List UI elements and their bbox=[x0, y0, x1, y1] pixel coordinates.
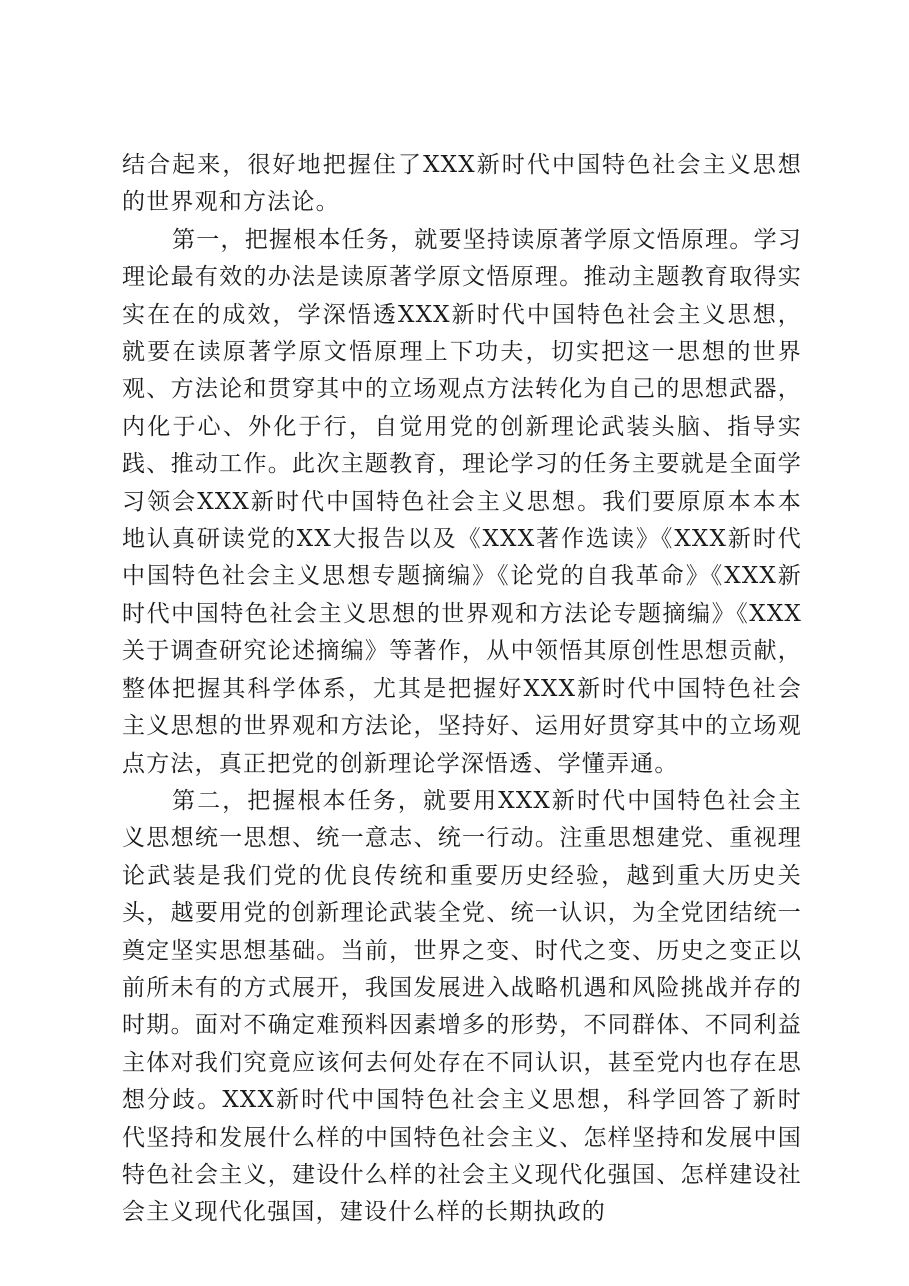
document-body bbox=[122, 147, 802, 1232]
paragraph-second-point: 第二，把握根本任务，就要用XXX新时代中国特色社会主义思想统一思想、统一意志、统一行动。注重思想建党、重视理论武装是我们党的优良传统和重要历史经验，越到重大历史关头，越要用党的创新理论武装全党、统一认识，为全党团结统一奠定坚实思想基础。当前，世界之变、时代之变、历史之变正以前所未有的方式展开，我国发展进入战略机遇和风险挑战并存的时期。面对不确定难预料因素增多的形势，不同群体、不同利益主体对我们究竟应该何去何处存在不同认识，甚至党内也存在思想分歧。XXX新时代中国特色社会主义思想，科学回答了新时代坚持和发展什么样的中国特色社会主义、怎样坚持和发展中国特色社会主义，建设什么样的社会主义现代化强国、怎样建设社会主义现代化强国，建设什么样的长期执政的 bbox=[122, 787, 802, 1226]
paragraph-first-point: 第一，把握根本任务，就要坚持读原著学原文悟原理。学习理论最有效的办法是读原著学原文悟原理。推动主题教育取得实实在在的成效，学深悟透XXX新时代中国特色社会主义思想，就要在读原著学原文悟原理上下功夫，切实把这一思想的世界观、方法论和贯穿其中的立场观点方法转化为自己的思想武器，内化于心、外化于行，自觉用党的创新理论武装头脑、指导实践、推动工作。此次主题教育，理论学习的任务主要就是全面学习领会XXX新时代中国特色社会主义思想。我们要原原本本本地认真研读党的XX大报告以及《XXX著作选读》《XXX新时代中国特色社会主义思想专题摘编》《论党的自我革命》《XXX新时代中国特色社会主义思想的世界观和方法论专题摘编》《XXX关于调查研究论述摘编》等著作，从中领悟其原创性思想贡献，整体把握其科学体系，尤其是把握好XXX新时代中国特色社会主义思想的世界观和方法论，坚持好、运用好贯穿其中的立场观点方法，真正把党的创新理论学深悟透、学懂弄通。 bbox=[122, 226, 802, 777]
paragraph-continuation: 结合起来，很好地把握住了XXX新时代中国特色社会主义思想的世界观和方法论。 bbox=[122, 152, 802, 216]
